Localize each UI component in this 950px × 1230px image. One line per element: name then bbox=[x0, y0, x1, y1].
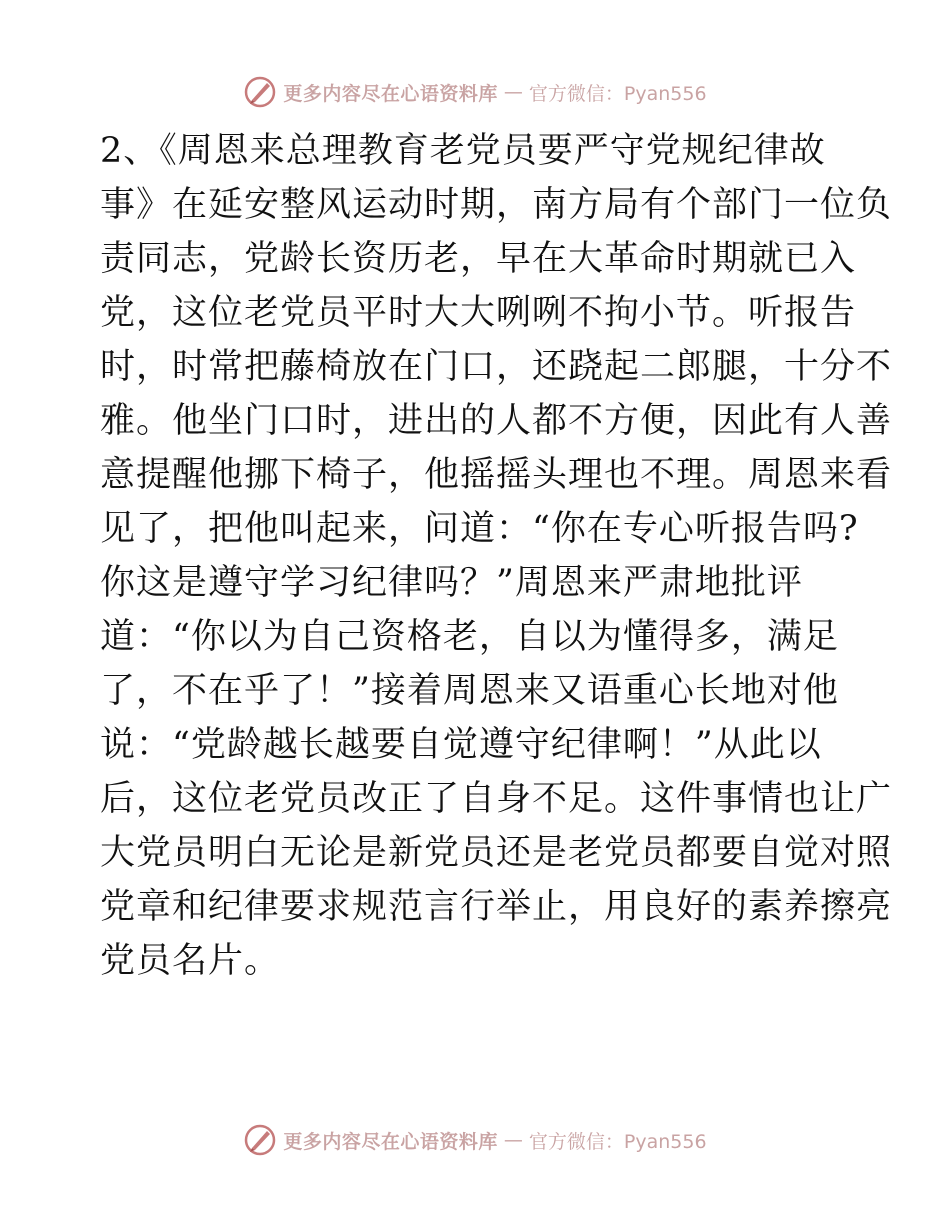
watermark-dash: — bbox=[503, 1129, 523, 1151]
article-line: 见了，把他叫起来，问道：“你在专心听报告吗? bbox=[100, 509, 859, 549]
watermark-dash: — bbox=[503, 81, 523, 103]
article-line: 时，时常把藤椅放在门口，还跷起二郎腿，十分不 bbox=[100, 347, 893, 387]
article-line: 你这是遵守学习纪律吗？”周恩来严肃地批评 bbox=[100, 563, 803, 603]
header-watermark bbox=[0, 72, 950, 112]
article-line: 事》在延安整风运动时期，南方局有个部门一位负 bbox=[100, 185, 893, 225]
article-line: 党章和纪律要求规范言行举止，用良好的素养擦亮 bbox=[100, 887, 893, 927]
article-line: 意提醒他挪下椅子，他摇摇头理也不理。周恩来看 bbox=[100, 455, 893, 495]
quill-pen-logo-icon bbox=[243, 75, 277, 109]
watermark-brand: 更多内容尽在心语资料库 bbox=[283, 82, 498, 105]
article-line: 责同志，党龄长资历老，早在大革命时期就已入 bbox=[100, 239, 857, 279]
watermark-contact: 官方微信：Pyan556 bbox=[528, 1130, 707, 1153]
article-line: 后，这位老党员改正了自身不足。这件事情也让广 bbox=[100, 779, 893, 819]
footer-watermark bbox=[0, 1120, 950, 1160]
article-line: 党，这位老党员平时大大咧咧不拘小节。听报告 bbox=[100, 293, 857, 333]
watermark-brand: 更多内容尽在心语资料库 bbox=[283, 1130, 498, 1153]
article-line: 党员名片。 bbox=[100, 941, 281, 981]
article-line: 大党员明白无论是新党员还是老党员都要自觉对照 bbox=[100, 833, 893, 873]
article-line: 2、《周恩来总理教育老党员要严守党规纪律故 bbox=[100, 131, 826, 171]
article-line: 了，不在乎了！”接着周恩来又语重心长地对他 bbox=[100, 671, 839, 711]
article-line: 道：“你以为自己资格老，自以为懂得多，满足 bbox=[100, 617, 839, 657]
article-line: 雅。他坐门口时，进出的人都不方便，因此有人善 bbox=[100, 401, 893, 441]
watermark-contact: 官方微信：Pyan556 bbox=[528, 82, 707, 105]
quill-pen-logo-icon bbox=[243, 1123, 277, 1157]
article-line: 说：“党龄越长越要自觉遵守纪律啊！”从此以 bbox=[100, 725, 822, 765]
